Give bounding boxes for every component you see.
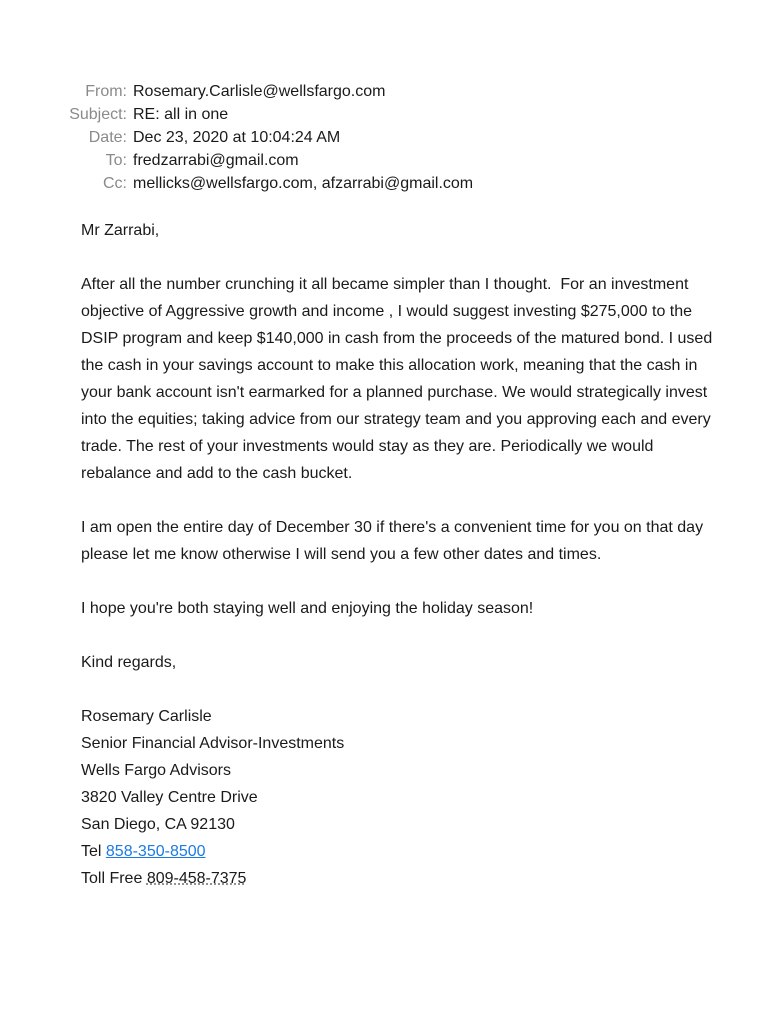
header-cc-value[interactable]: mellicks@wellsfargo.com, afzarrabi@gmail.com xyxy=(133,175,474,192)
email-body xyxy=(81,217,721,892)
signature-city: San Diego, CA 92130 xyxy=(81,816,235,833)
signature-street: 3820 Valley Centre Drive xyxy=(81,789,258,806)
header-subject-label: Subject: xyxy=(69,106,127,123)
phone-link[interactable]: 858-350-8500 xyxy=(105,843,206,860)
phone-label: Tel xyxy=(81,843,102,860)
header-date xyxy=(0,126,768,149)
email-headers xyxy=(0,80,768,195)
body-paragraph: I hope you're both staying well and enjoying the holiday season! xyxy=(81,600,534,617)
header-subject-value: RE: all in one xyxy=(133,106,229,123)
signature-title: Senior Financial Advisor-Investments xyxy=(81,735,345,752)
body-paragraph: After all the number crunching it all became simpler than I thought. For an investment objective of Aggressive growth and income , I would suggest investing $275,000 to the DSIP program and keep $140,000 in cash from the proceeds of the matured bond. I used the cash in your savings account to make this allocation work, meaning that the cash in your bank account isn't earmarked for a planned purchase. We would strategically invest into the equities; taking advice from our strategy team and you approving each and every trade. The rest of your investments would stay as they are. Periodically we would rebalance and add to the cash bucket. xyxy=(81,276,717,482)
header-subject xyxy=(0,103,768,126)
body-paragraph: I am open the entire day of December 30 if there's a convenient time for you on that day please let me know otherwise I will send you a few other dates and times. xyxy=(81,519,708,563)
header-from xyxy=(0,80,768,103)
header-date-label: Date: xyxy=(88,129,127,146)
tollfree-label: Toll Free xyxy=(81,870,143,887)
header-from-value[interactable]: Rosemary.Carlisle@wellsfargo.com xyxy=(133,83,386,100)
header-date-value: Dec 23, 2020 at 10:04:24 AM xyxy=(133,129,341,146)
signature-name: Rosemary Carlisle xyxy=(81,708,212,725)
signature-phone-line xyxy=(81,838,721,865)
header-cc-label: Cc: xyxy=(103,175,127,192)
signature-block xyxy=(81,703,721,892)
header-from-label: From: xyxy=(85,83,127,100)
header-to-value[interactable]: fredzarrabi@gmail.com xyxy=(133,152,299,169)
header-to-label: To: xyxy=(105,152,127,169)
signature-company: Wells Fargo Advisors xyxy=(81,762,231,779)
signature-tollfree-line xyxy=(81,865,721,892)
greeting: Mr Zarrabi, xyxy=(81,222,160,239)
header-cc xyxy=(0,172,768,195)
tollfree-number[interactable]: 809-458-7375 xyxy=(146,870,247,887)
closing: Kind regards, xyxy=(81,654,177,671)
header-to xyxy=(0,149,768,172)
